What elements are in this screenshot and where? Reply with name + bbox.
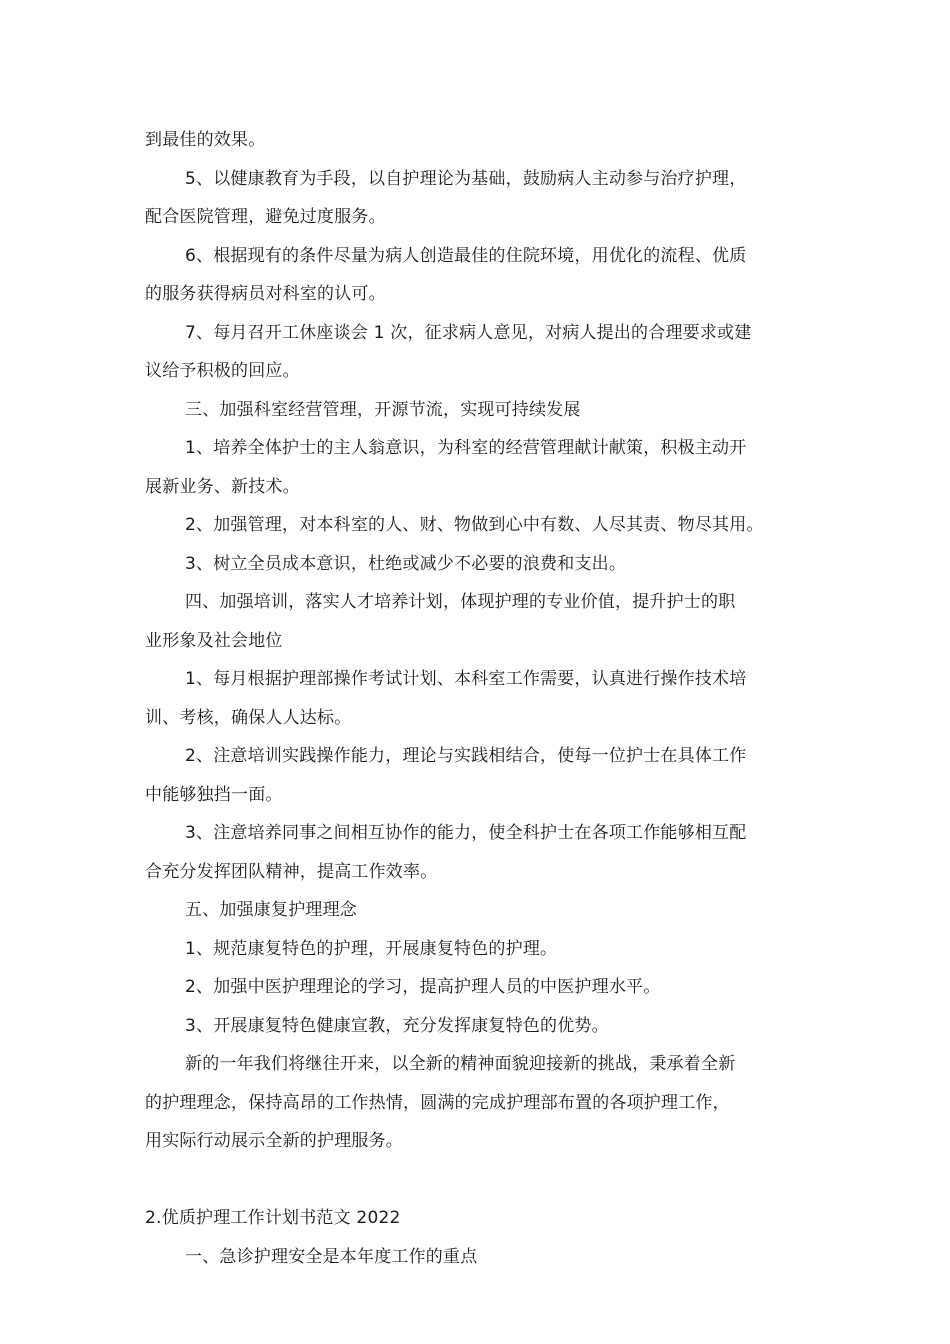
text-line: 的护理理念，保持高昂的工作热情，圆满的完成护理部布置的各项护理工作， <box>145 1092 730 1113</box>
text-line: 3、树立全员成本意识，杜绝或减少不必要的浪费和支出。 <box>185 553 627 574</box>
text-line: 3、注意培养同事之间相互协作的能力，使全科护士在各项工作能够相互配 <box>185 823 747 843</box>
text-line: 2、加强中医护理理论的学习，提高护理人员的中医护理水平。 <box>185 977 661 997</box>
section-heading: 一、急诊护理安全是本年度工作的重点 <box>185 1246 478 1267</box>
document-body <box>145 121 825 1276</box>
text-line: 新的一年我们将继往开来，以全新的精神面貌迎接新的挑战，秉承着全新 <box>185 1054 736 1074</box>
text-line: 到最佳的效果。 <box>145 130 266 150</box>
text-line: 3、开展康复特色健康宣教，充分发挥康复特色的优势。 <box>185 1015 609 1036</box>
text-line: 议给予积极的回应。 <box>145 361 300 381</box>
text-line: 1、培养全体护士的主人翁意识，为科室的经营管理献计献策，积极主动开 <box>185 438 747 458</box>
text-line: 配合医院管理，避免过度服务。 <box>145 207 386 227</box>
section-heading-continued: 业形象及社会地位 <box>145 630 283 651</box>
text-line: 2、加强管理，对本科室的人、财、物做到心中有数、人尽其责、物尽其用。 <box>185 515 764 535</box>
text-line: 5、以健康教育为手段，以自护理论为基础，鼓励病人主动参与治疗护理， <box>185 168 747 189</box>
text-line: 1、每月根据护理部操作考试计划、本科室工作需要，认真进行操作技术培 <box>185 669 747 689</box>
text-line: 中能够独挡一面。 <box>145 784 283 805</box>
text-line: 合充分发挥团队精神，提高工作效率。 <box>145 861 438 882</box>
section-heading: 三、加强科室经营管理，开源节流，实现可持续发展 <box>185 399 581 420</box>
text-line: 2、注意培训实践操作能力，理论与实践相结合，使每一位护士在具体工作 <box>185 746 747 766</box>
section-heading: 五、加强康复护理理念 <box>185 900 357 920</box>
text-line: 6、根据现有的条件尽量为病人创造最佳的住院环境，用优化的流程、优质 <box>185 245 747 266</box>
text-line: 展新业务、新技术。 <box>145 476 300 497</box>
text-line: 训、考核，确保人人达标。 <box>145 707 352 728</box>
text-line: 7、每月召开工休座谈会 1 次，征求病人意见，对病人提出的合理要求或建 <box>185 322 752 343</box>
article-title: 2.优质护理工作计划书范文 2022 <box>145 1208 401 1228</box>
text-line: 的服务获得病员对科室的认可。 <box>145 284 386 304</box>
section-heading: 四、加强培训，落实人才培养计划，体现护理的专业价值，提升护士的职 <box>185 592 736 612</box>
text-line: 1、规范康复特色的护理，开展康复特色的护理。 <box>185 938 558 959</box>
text-line: 用实际行动展示全新的护理服务。 <box>145 1131 403 1151</box>
paragraph-gap <box>145 1161 825 1200</box>
